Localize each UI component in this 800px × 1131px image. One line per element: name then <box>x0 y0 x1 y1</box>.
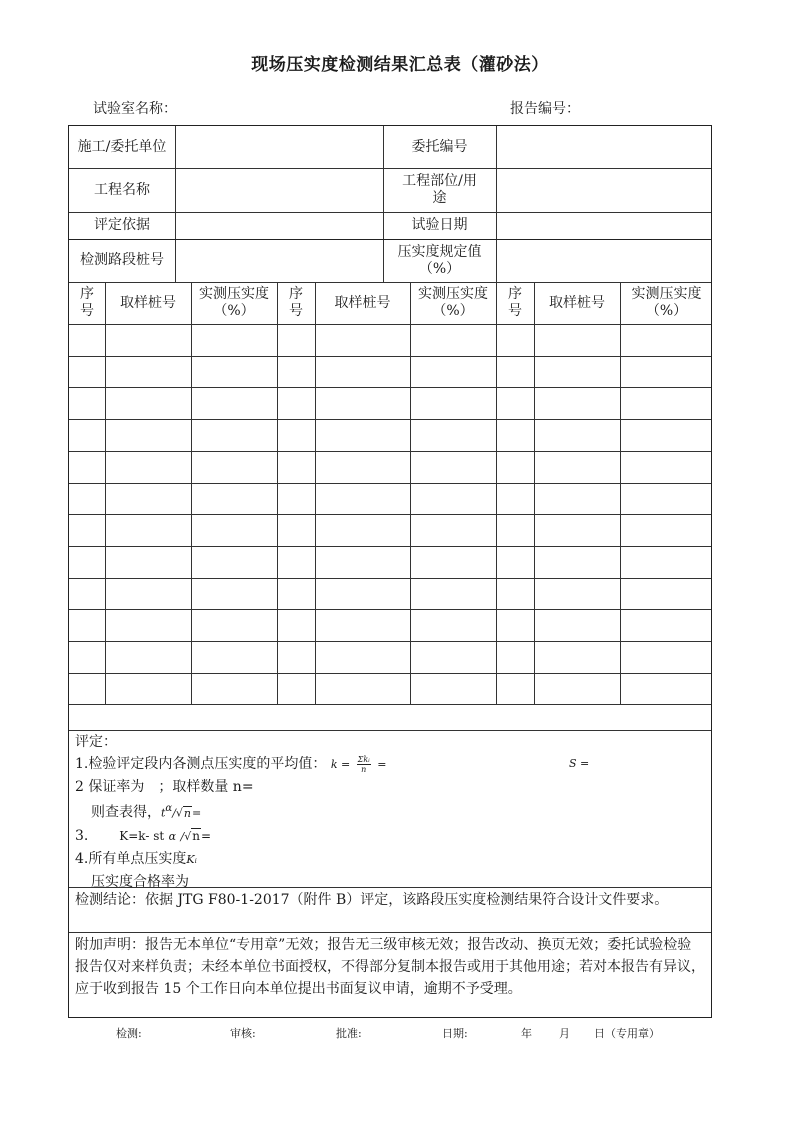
fraction-denominator: n <box>361 764 367 774</box>
n-symbol: n <box>183 806 192 820</box>
info-label-section: 检测路段桩号 <box>80 252 164 268</box>
table-cell[interactable] <box>277 324 315 356</box>
table-cell[interactable] <box>410 609 496 641</box>
column-header: 取样桩号 <box>334 294 391 311</box>
table-cell[interactable] <box>496 673 534 705</box>
table-cell[interactable] <box>277 641 315 673</box>
table-cell[interactable] <box>410 483 496 515</box>
column-header: 序号 <box>508 286 522 319</box>
table-cell[interactable] <box>277 483 315 515</box>
table-cell[interactable] <box>315 514 410 546</box>
table-cell[interactable] <box>191 387 277 419</box>
table-cell[interactable] <box>277 451 315 483</box>
table-cell[interactable] <box>69 451 105 483</box>
table-cell[interactable] <box>534 514 620 546</box>
table-cell[interactable] <box>534 546 620 578</box>
table-cell[interactable] <box>277 609 315 641</box>
table-cell[interactable] <box>496 514 534 546</box>
table-cell[interactable] <box>69 641 105 673</box>
table-cell[interactable] <box>410 514 496 546</box>
table-cell[interactable] <box>69 483 105 515</box>
table-cell[interactable] <box>410 387 496 419</box>
n-symbol: n <box>192 828 201 843</box>
table-cell[interactable] <box>277 673 315 705</box>
item-number: 3. <box>75 827 89 844</box>
table-cell[interactable] <box>315 546 410 578</box>
table-cell[interactable] <box>105 609 191 641</box>
table-cell[interactable] <box>105 546 191 578</box>
table-cell[interactable] <box>496 324 534 356</box>
table-cell[interactable] <box>315 673 410 705</box>
table-cell[interactable] <box>191 673 277 705</box>
table-cell[interactable] <box>534 578 620 610</box>
table-cell[interactable] <box>496 641 534 673</box>
table-cell[interactable] <box>105 641 191 673</box>
info-label-project: 工程名称 <box>94 181 150 198</box>
mean-fraction <box>357 755 371 774</box>
table-cell[interactable] <box>620 483 713 515</box>
alpha-symbol: α <box>165 803 173 814</box>
table-cell[interactable] <box>315 609 410 641</box>
info-value-basis[interactable] <box>175 212 383 239</box>
footer-date-label: 日期: <box>442 1027 468 1040</box>
equals-sign: = <box>192 806 202 820</box>
info-label-client: 施工/委托单位 <box>77 138 167 155</box>
additional-statement: 附加声明：报告无本单位“专用章”无效；报告无三级审核无效；报告改动、换页无效；委托试验检验报告仅对来样负责；未经本单位书面授权，不得部分复制本报告或用于其他用途；若对本报告有异议，应于收到报告 15 个工作日向本单位提出书面复议申请，逾期不予受理。 <box>75 937 705 997</box>
column-header: 取样桩号 <box>120 294 176 311</box>
info-value-location[interactable] <box>496 168 713 212</box>
single-point-label: 4.所有单点压实度 <box>75 850 187 867</box>
info-label-test-date: 试验日期 <box>411 217 468 233</box>
table-cell[interactable] <box>410 324 496 356</box>
table-cell[interactable] <box>534 419 620 451</box>
table-cell[interactable] <box>496 356 534 388</box>
table-cell[interactable] <box>277 578 315 610</box>
table-cell[interactable] <box>496 483 534 515</box>
table-cell[interactable] <box>191 483 277 515</box>
table-cell[interactable] <box>105 673 191 705</box>
table-cell[interactable] <box>620 324 713 356</box>
alpha-symbol: α <box>168 829 177 843</box>
table-cell[interactable] <box>105 514 191 546</box>
table-cell[interactable] <box>496 387 534 419</box>
footer-review-label: 审核: <box>230 1027 256 1040</box>
ki-symbol: Kᵢ <box>186 852 197 866</box>
evaluation-line-3 <box>75 798 705 825</box>
table-cell[interactable] <box>191 641 277 673</box>
std-dev-label: S = <box>569 757 590 770</box>
lab-name-label: 试验室名称： <box>93 101 177 117</box>
column-header: 取样桩号 <box>549 294 605 311</box>
table-cell[interactable] <box>277 356 315 388</box>
table-cell[interactable] <box>191 546 277 578</box>
table-cell[interactable] <box>69 514 105 546</box>
table-cell[interactable] <box>315 419 410 451</box>
table-cell[interactable] <box>534 324 620 356</box>
divider <box>69 932 711 933</box>
table-cell[interactable] <box>410 578 496 610</box>
info-value-test-date[interactable] <box>496 212 713 239</box>
table-cell[interactable] <box>69 546 105 578</box>
evaluation-section <box>75 731 705 893</box>
table-cell[interactable] <box>315 641 410 673</box>
table-cell[interactable] <box>69 324 105 356</box>
table-cell[interactable] <box>69 609 105 641</box>
equals-sign: = <box>201 828 212 843</box>
table-cell[interactable] <box>105 451 191 483</box>
table-cell[interactable] <box>410 356 496 388</box>
table-cell[interactable] <box>534 609 620 641</box>
table-cell[interactable] <box>191 609 277 641</box>
table-cell[interactable] <box>620 356 713 388</box>
table-cell[interactable] <box>69 578 105 610</box>
table-cell[interactable] <box>620 514 713 546</box>
lookup-label: 则查表得， <box>91 804 161 821</box>
table-cell[interactable] <box>191 324 277 356</box>
slash: / <box>180 829 185 843</box>
table-cell[interactable] <box>315 356 410 388</box>
divider <box>69 887 711 888</box>
sqrt-symbol: √ <box>184 829 192 843</box>
info-value-section[interactable] <box>175 239 383 282</box>
table-cell[interactable] <box>534 673 620 705</box>
table-cell[interactable] <box>191 356 277 388</box>
table-cell[interactable] <box>410 641 496 673</box>
page-title: 现场压实度检测结果汇总表（灌砂法） <box>251 55 549 75</box>
footer-approve-label: 批准: <box>336 1027 362 1040</box>
footer-year: 年 <box>521 1027 532 1040</box>
footer-month: 月 <box>559 1027 570 1040</box>
table-cell[interactable] <box>105 356 191 388</box>
table-cell[interactable] <box>410 419 496 451</box>
table-cell[interactable] <box>315 324 410 356</box>
table-cell[interactable] <box>620 578 713 610</box>
info-label-basis: 评定依据 <box>94 217 150 233</box>
table-cell[interactable] <box>105 578 191 610</box>
table-cell[interactable] <box>496 609 534 641</box>
table-cell[interactable] <box>534 387 620 419</box>
evaluation-heading: 评定： <box>75 734 117 750</box>
table-cell[interactable] <box>191 419 277 451</box>
column-header: 实测压实度（%） <box>199 286 269 319</box>
report-number-label: 报告编号： <box>510 101 580 117</box>
slash: / <box>172 806 176 820</box>
table-cell[interactable] <box>620 419 713 451</box>
row-divider <box>69 704 711 705</box>
table-cell[interactable] <box>277 387 315 419</box>
table-cell[interactable] <box>496 546 534 578</box>
table-cell[interactable] <box>105 419 191 451</box>
column-header: 序号 <box>289 286 303 319</box>
column-header: 序号 <box>80 286 94 319</box>
mean-label: 1.检验评定段内各测点压实度的平均值： <box>75 756 327 772</box>
table-cell[interactable] <box>277 419 315 451</box>
table-cell[interactable] <box>191 451 277 483</box>
table-cell[interactable] <box>315 483 410 515</box>
evaluation-line-6: 压实度合格率为 <box>91 873 189 890</box>
footer-test-label: 检测: <box>116 1027 142 1040</box>
table-cell[interactable] <box>534 483 620 515</box>
table-cell[interactable] <box>410 673 496 705</box>
table-cell[interactable] <box>69 356 105 388</box>
sqrt-symbol: √ <box>175 806 183 820</box>
column-header: 实测压实度（%） <box>418 286 488 319</box>
conclusion: 检测结论：依据 JTG F80-1-2017（附件 B）评定，该路段压实度检测结果符合设计文件要求。 <box>75 892 669 908</box>
fraction-numerator: Σkᵢ <box>357 754 370 764</box>
evaluation-line-2: 2 保证率为 ；取样数量 n= <box>75 779 254 795</box>
evaluation-line-5 <box>75 848 705 871</box>
table-cell[interactable] <box>277 514 315 546</box>
t-symbol: t <box>161 806 166 820</box>
info-value-client[interactable] <box>175 126 383 168</box>
table-cell[interactable] <box>315 578 410 610</box>
table-cell[interactable] <box>191 514 277 546</box>
footer-day-seal: 日（专用章） <box>594 1027 660 1040</box>
column-header: 实测压实度（%） <box>631 286 702 319</box>
table-cell[interactable] <box>105 324 191 356</box>
table-cell[interactable] <box>191 578 277 610</box>
table-cell[interactable] <box>69 673 105 705</box>
info-label-commission-no: 委托编号 <box>411 138 468 155</box>
info-label-spec-value: 压实度规定值（%） <box>397 243 482 277</box>
info-value-project[interactable] <box>175 168 383 212</box>
table-cell[interactable] <box>315 451 410 483</box>
table-cell[interactable] <box>315 387 410 419</box>
table-cell[interactable] <box>105 387 191 419</box>
info-value-spec-value[interactable] <box>496 239 713 282</box>
table-cell[interactable] <box>69 387 105 419</box>
table-cell[interactable] <box>277 546 315 578</box>
table-cell[interactable] <box>620 451 713 483</box>
table-cell[interactable] <box>620 609 713 641</box>
info-value-commission-no[interactable] <box>496 126 713 168</box>
equals-sign: = <box>377 758 387 771</box>
k-formula: K=k- st <box>119 828 165 843</box>
table-cell[interactable] <box>534 641 620 673</box>
evaluation-line-4 <box>75 825 705 848</box>
table-cell[interactable] <box>496 419 534 451</box>
evaluation-line-1 <box>75 753 705 776</box>
info-label-location: 工程部位/用途 <box>402 173 477 206</box>
table-cell[interactable] <box>534 451 620 483</box>
table-cell[interactable] <box>410 546 496 578</box>
table-cell[interactable] <box>105 483 191 515</box>
k-symbol: k = <box>330 758 351 771</box>
table-cell[interactable] <box>620 673 713 705</box>
table-cell[interactable] <box>620 641 713 673</box>
report-sheet <box>68 125 712 1018</box>
table-cell[interactable] <box>620 387 713 419</box>
table-cell[interactable] <box>410 451 496 483</box>
table-cell[interactable] <box>496 578 534 610</box>
table-cell[interactable] <box>534 356 620 388</box>
table-cell[interactable] <box>69 419 105 451</box>
table-cell[interactable] <box>620 546 713 578</box>
table-cell[interactable] <box>496 451 534 483</box>
